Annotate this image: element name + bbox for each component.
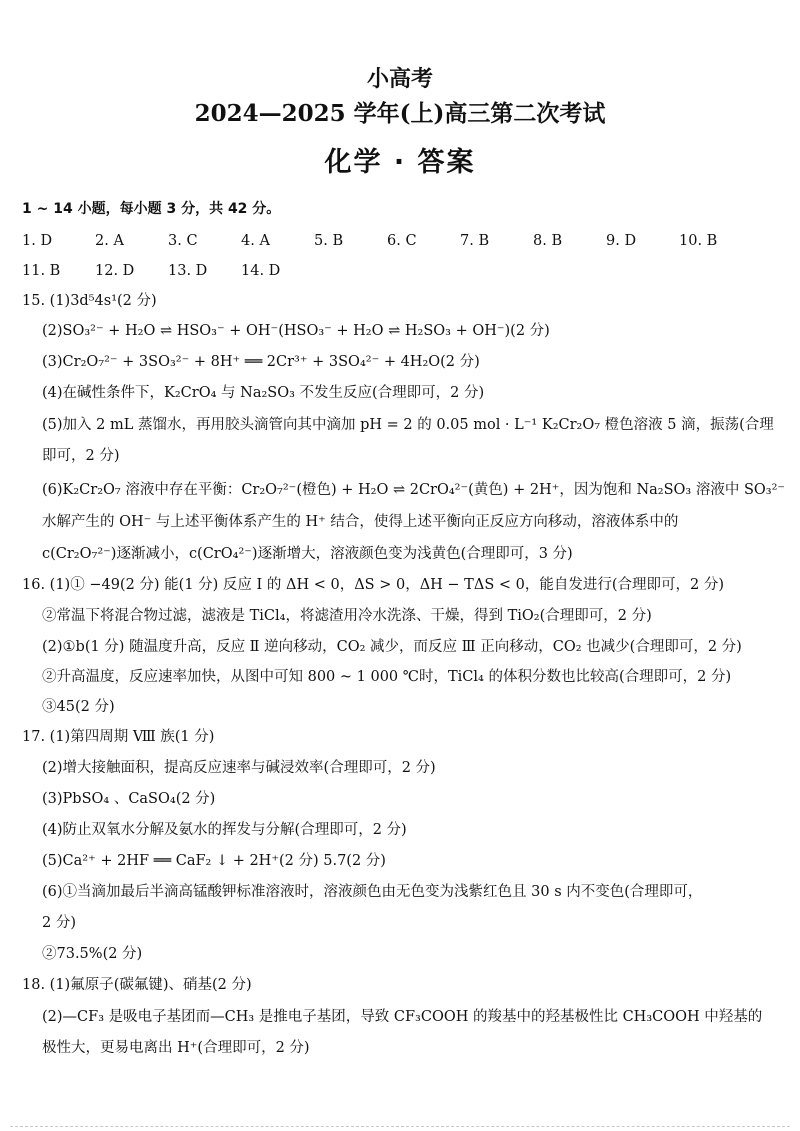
q17-part6-sub2: ②73.5%(2 分) (42, 946, 143, 962)
q17-part6-line1: (6)①当滴加最后半滴高锰酸钾标准溶液时，溶液颜色由无色变为浅紫红色且 30 s 内不变色(合理即可， (42, 884, 703, 900)
q15-part5-line2: 即可，2 分) (42, 448, 120, 464)
q15-part2: (2)SO₃²⁻ + H₂O ⇌ HSO₃⁻ + OH⁻(HSO₃⁻ + H₂O ⇌ H₂SO₃ + OH⁻)(2 分) (42, 323, 550, 339)
q15-part3: (3)Cr₂O₇²⁻ + 3SO₃²⁻ + 8H⁺ ══ 2Cr³⁺ + 3SO₄²⁻ + 4H₂O(2 分) (42, 354, 480, 370)
q16-part1-sub2: ②常温下将混合物过滤，滤液是 TiCl₄，将滤渣用冷水洗涤、干燥，得到 TiO₂(合理即可，2 分) (42, 608, 652, 624)
answer-row-2 (22, 262, 782, 281)
answer-item: 12. D (95, 263, 135, 279)
q18-part2-line1: (2)—CF₃ 是吸电子基团而—CH₃ 是推电子基团，导致 CF₃COOH 的羧基中的羟基极性比 CH₃COOH 中羟基的 (42, 1009, 763, 1025)
answer-item: 3. C (168, 233, 198, 249)
brand-title: 小高考 (366, 67, 433, 92)
answer-item: 5. B (314, 233, 344, 249)
q15-part4: (4)在碱性条件下，K₂CrO₄ 与 Na₂SO₃ 不发生反应(合理即可，2 分) (42, 385, 485, 401)
q17-part3: (3)PbSO₄ 、CaSO₄(2 分) (42, 791, 216, 807)
q15-part6-line1: (6)K₂Cr₂O₇ 溶液中存在平衡：Cr₂O₇²⁻(橙色) + H₂O ⇌ 2CrO₄²⁻(黄色) + 2H⁺，因为饱和 Na₂SO₃ 溶液中 SO₃²⁻ (42, 482, 786, 498)
answer-item: 1. D (22, 233, 53, 249)
q17-part2: (2)增大接触面积，提高反应速率与碱浸效率(合理即可，2 分) (42, 760, 436, 776)
q15-part1: 15. (1)3d⁵4s¹(2 分) (22, 293, 157, 309)
answer-item: 13. D (168, 263, 208, 279)
q16-part2: (2)①b(1 分) 随温度升高，反应 Ⅱ 逆向移动，CO₂ 减少，而反应 Ⅲ 正向移动，CO₂ 也减少(合理即可，2 分) (42, 639, 742, 655)
q17-part6-line2: 2 分) (42, 915, 76, 931)
answer-item: 7. B (460, 233, 490, 249)
q16-part2-sub2: ②升高温度，反应速率加快，从图中可知 800 ~ 1 000 ℃时，TiCl₄ 的体积分数也比较高(合理即可，2 分) (42, 669, 732, 685)
q16-part2-sub3: ③45(2 分) (42, 699, 115, 715)
q17-part1: 17. (1)第四周期 Ⅷ 族(1 分) (22, 729, 215, 745)
q15-part6-line2: 水解产生的 OH⁻ 与上述平衡体系产生的 H⁺ 结合，使得上述平衡向正反应方向移动，溶液体系中的 (42, 514, 679, 530)
subject-title: 化学 · 答案 (324, 147, 476, 178)
footer-divider (10, 1126, 790, 1128)
q15-part5-line1: (5)加入 2 mL 蒸馏水，再用胶头滴管向其中滴加 pH = 2 的 0.05 mol · L⁻¹ K₂Cr₂O₇ 橙色溶液 5 滴，振荡(合理 (42, 417, 774, 433)
q16-part1: 16. (1)① −49(2 分) 能(1 分) 反应 Ⅰ 的 ΔH < 0，ΔS > 0，ΔH − TΔS < 0，能自发进行(合理即可，2 分) (22, 577, 724, 593)
answer-item: 14. D (241, 263, 281, 279)
answer-item: 8. B (533, 233, 563, 249)
scoring-note: 1 ~ 14 小题，每小题 3 分，共 42 分。 (22, 201, 281, 217)
q17-part4: (4)防止双氧水分解及氨水的挥发与分解(合理即可，2 分) (42, 822, 407, 838)
q18-part2-line2: 极性大，更易电离出 H⁺(合理即可，2 分) (42, 1040, 310, 1056)
answer-item: 2. A (95, 233, 124, 249)
q17-part5: (5)Ca²⁺ + 2HF ══ CaF₂ ↓ + 2H⁺(2 分) 5.7(2 分) (42, 853, 386, 869)
answer-item: 6. C (387, 233, 417, 249)
answer-item: 10. B (679, 233, 718, 249)
q18-part1: 18. (1)氟原子(碳氟键)、硝基(2 分) (22, 977, 252, 993)
answer-row-1 (22, 232, 782, 251)
exam-title: 2024—2025 学年(上)高三第二次考试 (194, 100, 606, 127)
q15-part6-line3: c(Cr₂O₇²⁻)逐渐减小，c(CrO₄²⁻)逐渐增大，溶液颜色变为浅黄色(合理即可，3 分) (42, 546, 573, 562)
answer-item: 4. A (241, 233, 270, 249)
answer-item: 9. D (606, 233, 637, 249)
answer-item: 11. B (22, 263, 61, 279)
